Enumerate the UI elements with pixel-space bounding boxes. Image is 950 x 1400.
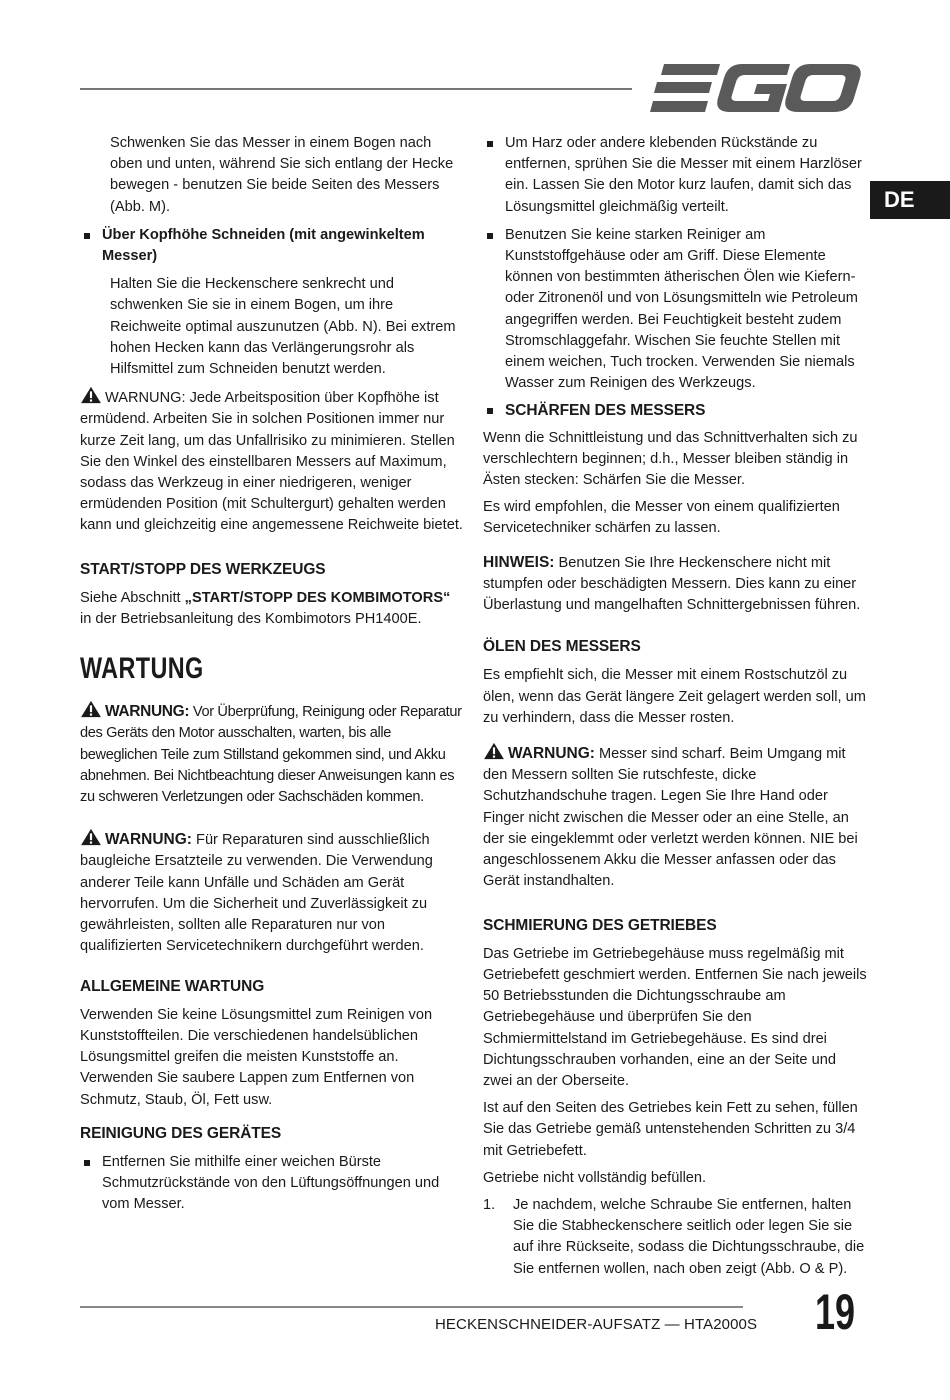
warning-triangle-icon	[483, 742, 505, 760]
footer-rule	[80, 1306, 743, 1308]
section-heading: ÖLEN DES MESSERS	[483, 638, 641, 656]
notice-text: Benutzen Sie Ihre Heckenschere nicht mit stumpfen oder beschädigten Messern. Dies kann zu einer Überlastung und mangelhaften Schnittergebnissen führen.	[483, 554, 861, 614]
notice-label: HINWEIS:	[483, 553, 555, 571]
ego-logo	[650, 62, 862, 114]
warning-label: WARNUNG:	[105, 703, 190, 721]
paragraph: Ist auf den Seiten des Getriebes kein Fett zu sehen, füllen Sie das Getriebe gemäß untenstehenden Schritten zu 3/4 mit Getriebefett.	[483, 1100, 858, 1159]
numbered-step	[483, 1195, 867, 1280]
bullet-item: Um Harz oder andere klebenden Rückstände zu entfernen, sprühen Sie die Messer mit einem Harzlöser ein. Lassen Sie den Motor kurz laufen, damit sich das Lösungsmittel gleichmäßig verteilt.	[483, 133, 867, 218]
notice-paragraph	[483, 552, 867, 617]
warning-text: Für Reparaturen sind ausschließlich baugleiche Ersatzteile zu verwenden. Die Verwendung anderer Teile kann Unfälle und Schäden am Gerät hervorrufen. Um die Sicherheit und Zuverlässigkeit zu gewährleisten, sollten alle Reparaturen nur von qualifizierten Servicetechnikern durchgeführt werden.	[80, 832, 433, 955]
bold-reference: „START/STOPP DES KOMBIMOTORS“	[184, 589, 451, 606]
language-tab: DE	[870, 181, 950, 219]
paragraph: Wenn die Schnittleistung und das Schnittverhalten sich zu verschlechtern beginnen; d.h., Messer bleiben ständig in Ästen stecken: Schärfen Sie die Messer.	[483, 429, 858, 489]
paragraph: Es empfiehlt sich, die Messer mit einem Rostschutzöl zu ölen, wenn das Gerät längere Zeit gelagert werden soll, um zu verhindern, dass die Messer rosten.	[483, 667, 866, 726]
paragraph: Es wird empfohlen, die Messer von einem qualifizierten Servicetechniker schärfen zu lassen.	[483, 499, 840, 537]
page-number: 19	[815, 1284, 856, 1340]
step-text: Je nachdem, welche Schraube Sie entfernen, halten Sie die Stabheckenschere seitlich oder legen Sie sie auf ihre Rückseite, sodass die Dichtungsschraube, die Sie entfernen wollen, nach oben zeigt (Abb. O & P).	[513, 1196, 865, 1277]
paragraph: Schwenken Sie das Messer in einem Bogen nach oben und unten, während Sie sich entlang der Hecke bewegen - benutzen Sie beide Seiten des Messers (Abb. M).	[110, 135, 454, 215]
main-heading: WARTUNG	[80, 652, 204, 686]
warning-paragraph	[80, 386, 464, 536]
warning-paragraph	[483, 742, 867, 892]
paragraph	[80, 588, 464, 630]
right-column	[483, 133, 867, 1280]
section-heading: REINIGUNG DES GERÄTES	[80, 1124, 282, 1142]
step-number: 1.	[483, 1196, 496, 1213]
section-heading: START/STOPP DES WERKZEUGS	[80, 560, 326, 578]
section-heading: ALLGEMEINE WARTUNG	[80, 977, 265, 995]
warning-label: WARNUNG:	[508, 745, 595, 763]
warning-label: WARNUNG:	[105, 831, 192, 849]
text: in der Betriebsanleitung des Kombimotors PH1400E.	[80, 611, 422, 628]
warning-triangle-icon	[80, 828, 102, 846]
warning-text: Vor Überprüfung, Reinigung oder Reparatur des Geräts den Motor ausschalten, warten, bis alle beweglichen Teile zum Stillstand gekommen sind, und Akku abnehmen. Bei Nichtbeachtung dieser Anweisungen kann es zu schweren Verletzungen oder Sachschäden kommen.	[80, 704, 462, 806]
warning-paragraph	[80, 828, 464, 957]
paragraph: Verwenden Sie keine Lösungsmittel zum Reinigen von Kunststoffteilen. Die verschiedenen handelsüblichen Lösungsmittel greifen die meisten Kunststoffe an. Verwenden Sie saubere Lappen zum Entfernen von Schmutz, Staub, Öl, Fett usw.	[80, 1006, 433, 1108]
warning-triangle-icon	[80, 700, 102, 718]
text: Siehe Abschnitt	[80, 589, 185, 606]
footer-title: HECKENSCHNEIDER-AUFSATZ — HTA2000S	[435, 1316, 758, 1333]
warning-text: WARNUNG: Jede Arbeitsposition über Kopfhöhe ist ermüdend. Arbeiten Sie in solchen Positionen immer nur kurze Zeit lang, um das Unfallrisiko zu minimieren. Stellen Sie den Winkel des einstellbaren Messers auf Maximum, sodass das Werkzeug in einer niedrigeren, weniger ermüdenden Position (mit Schultergurt) gehalten werden kann und gleichzeitig eine angemessene Reichweite bietet.	[80, 390, 463, 534]
paragraph: Halten Sie die Heckenschere senkrecht und schwenken Sie sie in einem Bogen, um ihre Reichweite optimal auszunutzen (Abb. N). Bei extrem hohen Hecken kann das Verlängerungsrohr als Hilfsmittel zum Schneiden benutzt werden.	[110, 276, 456, 378]
warning-text: Messer sind scharf. Beim Umgang mit den Messern sollten Sie rutschfeste, dicke Schutzhandschuhe tragen. Legen Sie Ihre Hand oder Finger nicht zwischen die Messer oder an eine Stelle, an der sie eingeklemmt oder verletzt werden können. NIE bei angeschlossenem Akku die Messer anfassen oder das Gerät instandhalten.	[483, 746, 858, 890]
warning-paragraph	[80, 700, 464, 808]
paragraph: Getriebe nicht vollständig befüllen.	[483, 1169, 707, 1186]
bullet-item: Benutzen Sie keine starken Reiniger am Kunststoffgehäuse oder am Griff. Diese Elemente können von bestimmten ätherischen Ölen wie Kiefern- oder Zitronenöl und von Lösungsmitteln wie Petroleum angegriffen werden. Bei Feuchtigkeit besteht zudem Stromschlaggefahr. Wischen Sie feuchte Stellen mit einem weichen, Tuch trocken. Verwenden Sie niemals Wasser zum Reinigen des Werkzeugs.	[483, 225, 867, 395]
left-column	[80, 133, 464, 1216]
warning-triangle-icon	[80, 386, 102, 404]
header-rule	[80, 88, 632, 90]
bullet-item: Über Kopfhöhe Schneiden (mit angewinkeltem Messer)	[80, 225, 464, 267]
section-heading: SCHÄRFEN DES MESSERS	[483, 400, 867, 421]
bullet-item: Entfernen Sie mithilfe einer weichen Bürste Schmutzrückstände von den Lüftungsöffnungen und vom Messer.	[80, 1152, 464, 1216]
paragraph: Das Getriebe im Getriebegehäuse muss regelmäßig mit Getriebefett geschmiert werden. Entfernen Sie nach jeweils 50 Betriebsstunden die Dichtungsschraube am Getriebegehäuse und überprüfen Sie den Schmiermittelstand im Getriebegehäuse. Es sind drei Dichtungsschrauben vorhanden, eine an der Seite und zwei an der Oberseite.	[483, 945, 867, 1089]
section-heading: SCHMIERUNG DES GETRIEBES	[483, 916, 717, 934]
